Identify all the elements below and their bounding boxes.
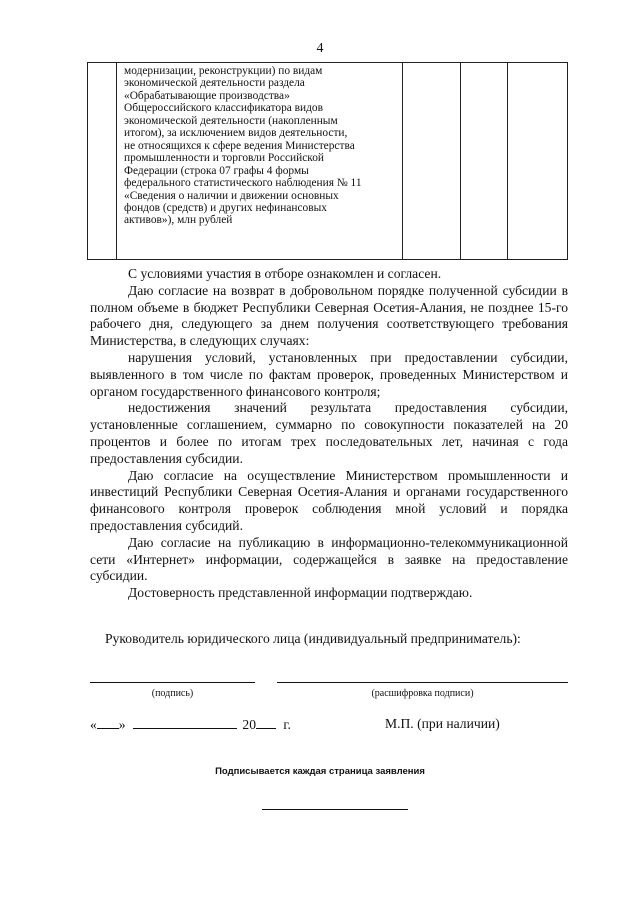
footer-rule (262, 809, 408, 810)
year-prefix: 20 (242, 717, 256, 732)
table-divider (402, 63, 403, 259)
year-suffix: г. (283, 717, 291, 732)
table-divider (460, 63, 461, 259)
cell-line: экономической деятельности раздела (124, 77, 305, 90)
footer-note: Подписывается каждая страница заявления (215, 766, 425, 777)
indicator-table (87, 62, 568, 260)
cell-line: фондов (средств) и других нефинансовых (124, 201, 327, 214)
cell-line: экономической деятельности (накопленным (124, 114, 338, 127)
cell-line: модернизации, реконструкции) по видам (124, 65, 323, 77)
paragraph-violation: нарушения условий, установленных при предоставлении субсидии, выявленного в том числе по фактам проверок, проведенных Министерством и органом государственного финансового контроля; (90, 349, 568, 399)
cell-line: итогом), за исключением видов деятельности, (124, 127, 348, 140)
table-divider (116, 63, 117, 259)
paragraph-publication-consent: Даю согласие на публикацию в информационно-телекоммуникационной сети «Интернет» информации, содержащейся в заявке на предоставление субсидии. (90, 534, 568, 584)
date-field (90, 716, 291, 733)
cell-line: Федерации (строка 07 графы 4 формы (124, 164, 309, 177)
signature-decode-caption: (расшифровка подписи) (371, 688, 474, 699)
paragraph-accuracy: Достоверность представленной информации подтверждаю. (128, 585, 473, 601)
cell-line: «Сведения о наличии и движении основных (124, 189, 339, 202)
paragraph-underachievement: недостижения значений результата предоставления субсидии, установленные соглашением, суммарно по совокупности показателей на 20 процентов и более по итогам трех последовательных лет, начиная с года предоставления субсидии. (90, 400, 568, 466)
cell-line: не относящихся к сфере ведения Министерства (124, 139, 355, 152)
paragraph-inspection-consent: Даю согласие на осуществление Министерством промышленности и инвестиций Республики Северная Осетия-Алания и органами государственного финансового контроля проверок соблюдения мной условий и порядка предоставления субсидий. (90, 467, 568, 533)
signatory-heading: Руководитель юридического лица (индивидуальный предприниматель): (105, 631, 521, 646)
date-quote-close: » (118, 717, 126, 732)
signature-decode-line (277, 682, 568, 683)
paragraph-conditions: С условиями участия в отборе ознакомлен и согласен. (128, 266, 442, 281)
signature-caption: (подпись) (151, 688, 194, 699)
cell-line: федерального статистического наблюдения № 11 (124, 177, 362, 190)
consent-text (90, 266, 568, 602)
day-blank (97, 716, 119, 729)
cell-line: «Обрабатывающие производства» (124, 89, 290, 102)
indicator-cell (124, 65, 401, 227)
stamp-note: М.П. (при наличии) (385, 716, 500, 731)
paragraph-refund-consent: Даю согласие на возврат в добровольном порядке полученной субсидии в полном объеме в бюджет Республики Северная Осетия-Алания, не позднее 15-го рабочего дня, следующего за днем получения соответствующего требования Министерства, в следующих случаях: (90, 282, 568, 349)
page-number: 4 (316, 41, 324, 56)
cell-line: Общероссийского классификатора видов (124, 102, 324, 115)
month-blank (133, 716, 237, 729)
cell-line: промышленности и торговли Российской (124, 152, 325, 165)
cell-line: активов»), млн рублей (124, 214, 233, 227)
table-divider (507, 63, 508, 259)
date-quote-open: « (90, 717, 97, 732)
signature-line (90, 682, 255, 683)
year-blank (256, 716, 276, 729)
